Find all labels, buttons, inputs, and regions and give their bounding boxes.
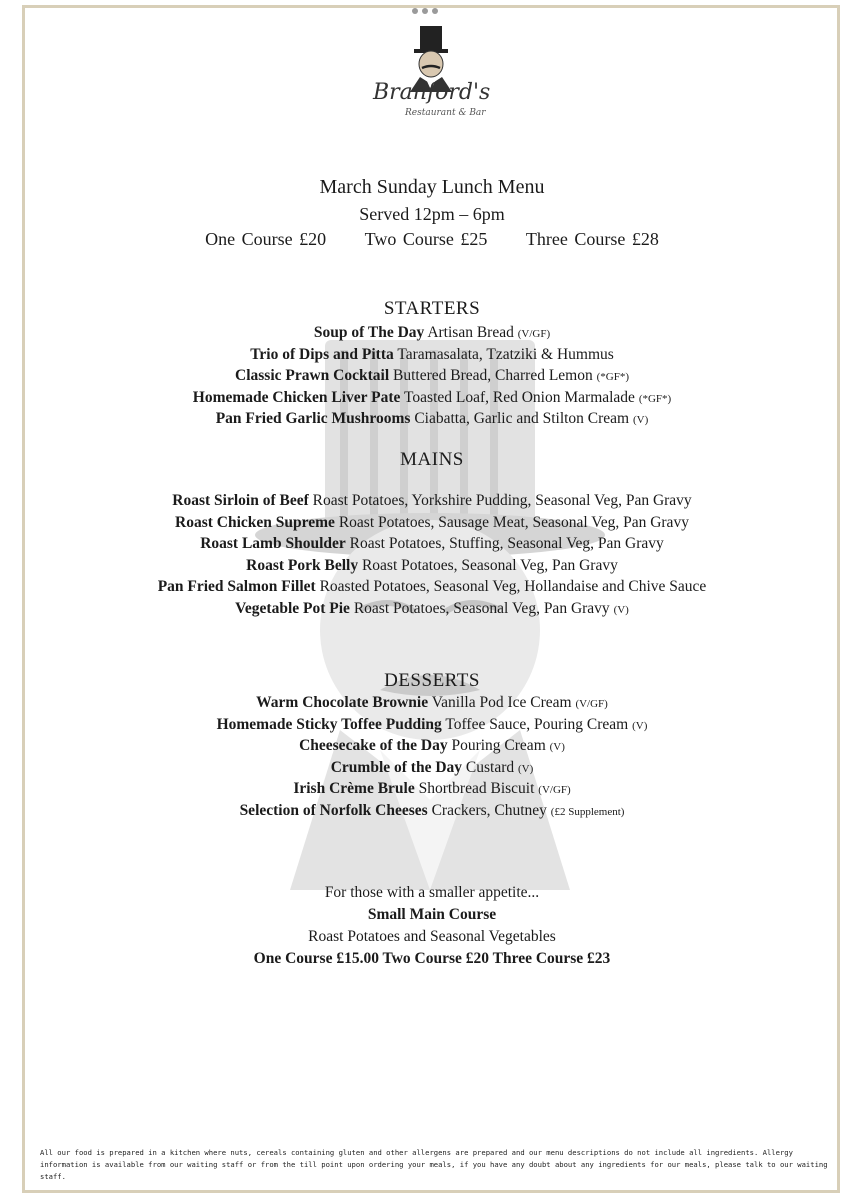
small-appetite-intro: For those with a smaller appetite... — [324, 884, 540, 901]
menu-title: March Sunday Lunch Menu — [319, 176, 545, 198]
brand-name: Branford's — [373, 80, 491, 105]
item-name: Roast Lamb Shoulder — [200, 535, 346, 552]
price-three-course: Three Course £28 — [525, 229, 659, 249]
item-tag: (V/GF) — [517, 328, 551, 340]
menu-item — [0, 533, 864, 555]
item-tag: (V) — [518, 762, 534, 775]
small-main-desc: Roast Potatoes and Seasonal Vegetables — [308, 928, 556, 945]
item-desc: Roast Potatoes, Yorkshire Pudding, Seasonal Veg, Pan Gravy — [312, 492, 692, 509]
menu-item — [0, 692, 864, 714]
menu-item — [0, 322, 864, 344]
price-two-course: Two Course £25 — [364, 229, 488, 249]
item-name: Soup of The Day — [313, 324, 425, 341]
item-desc: Toffee Sauce, Pouring Cream — [445, 715, 629, 733]
item-tag: (V) — [613, 603, 629, 616]
item-desc: Roasted Potatoes, Seasonal Veg, Hollandaise and Chive Sauce — [319, 578, 707, 595]
item-name: Homemade Chicken Liver Pate — [192, 388, 401, 406]
course-prices — [0, 229, 864, 250]
menu-item — [0, 344, 864, 366]
menu-item — [0, 800, 864, 822]
more-options-icon[interactable] — [412, 8, 438, 14]
item-desc: Vanilla Pod Ice Cream — [431, 694, 572, 711]
item-desc: Pouring Cream — [451, 737, 546, 754]
item-desc: Roast Potatoes, Seasonal Veg, Pan Gravy — [361, 556, 618, 574]
desserts-list — [0, 692, 864, 821]
item-name: Cheesecake of the Day — [299, 737, 448, 754]
item-tag: (V) — [549, 741, 565, 753]
item-desc: Shortbread Biscuit — [418, 780, 535, 797]
item-name: Irish Crème Brule — [293, 780, 415, 797]
item-name: Homemade Sticky Toffee Pudding — [216, 715, 442, 733]
item-name: Pan Fried Salmon Fillet — [157, 578, 316, 595]
item-tag: (V/GF) — [538, 784, 571, 796]
item-name: Trio of Dips and Pitta — [250, 345, 394, 363]
menu-item — [0, 490, 864, 512]
menu-item — [0, 365, 864, 387]
item-desc: Ciabatta, Garlic and Stilton Cream — [414, 410, 630, 427]
item-name: Warm Chocolate Brownie — [256, 694, 429, 711]
brand-subtitle: Restaurant & Bar — [405, 108, 486, 118]
starters-list — [0, 322, 864, 430]
item-name: Roast Sirloin of Beef — [172, 492, 309, 509]
item-desc: Taramasalata, Tzatziki & Hummus — [397, 345, 614, 363]
starters-heading: STARTERS — [383, 298, 481, 319]
menu-item — [0, 735, 864, 757]
item-desc: Roast Potatoes, Stuffing, Seasonal Veg, Pan Gravy — [349, 535, 664, 552]
item-desc: Roast Potatoes, Seasonal Veg, Pan Gravy — [353, 599, 610, 617]
menu-item — [0, 778, 864, 800]
desserts-heading: DESSERTS — [384, 670, 480, 691]
item-name: Crumble of the Day — [330, 758, 463, 776]
price-one-course: One Course £20 — [205, 229, 327, 249]
menu-item — [0, 598, 864, 620]
small-main-prices: One Course £15.00 Two Course £20 Three Course £23 — [253, 950, 611, 967]
item-tag: (*GF*) — [596, 371, 629, 383]
menu-item — [0, 714, 864, 736]
menu-item — [0, 555, 864, 577]
item-desc: Roast Potatoes, Sausage Meat, Seasonal Veg, Pan Gravy — [338, 513, 689, 531]
item-tag: (£2 Supplement) — [550, 805, 625, 818]
item-tag: (*GF*) — [638, 392, 672, 405]
small-appetite-section — [0, 882, 864, 970]
small-main-title: Small Main Course — [367, 906, 497, 923]
item-tag: (V) — [633, 414, 649, 426]
item-desc: Custard — [465, 758, 515, 776]
item-tag: (V) — [632, 719, 648, 732]
item-desc: Buttered Bread, Charred Lemon — [393, 367, 593, 384]
item-name: Vegetable Pot Pie — [235, 599, 350, 617]
item-desc: Artisan Bread — [427, 324, 514, 341]
allergy-notice: All our food is prepared in a kitchen where nuts, cereals containing gluten and other allergens are prepared and our menu descriptions do not include all ingredients. Allergy information is available from our waiting staff or from the till point upon ordering your meals, if you have any doubt about any ingredients for our meals, please talk to our waiting staff. — [40, 1148, 828, 1181]
item-desc: Toasted Loaf, Red Onion Marmalade — [404, 388, 635, 406]
item-tag: (V/GF) — [575, 698, 608, 710]
item-name: Selection of Norfolk Cheeses — [239, 801, 428, 819]
item-name: Pan Fried Garlic Mushrooms — [215, 410, 411, 427]
item-name: Classic Prawn Cocktail — [235, 367, 390, 384]
menu-item — [0, 387, 864, 409]
served-time: Served 12pm – 6pm — [359, 204, 505, 224]
menu-item — [0, 757, 864, 779]
mains-heading: MAINS — [400, 449, 464, 470]
mains-list — [0, 490, 864, 619]
item-desc: Crackers, Chutney — [431, 801, 547, 819]
item-name: Roast Chicken Supreme — [175, 513, 335, 531]
item-name: Roast Pork Belly — [246, 556, 359, 574]
menu-item — [0, 408, 864, 430]
menu-item — [0, 576, 864, 598]
menu-item — [0, 512, 864, 534]
